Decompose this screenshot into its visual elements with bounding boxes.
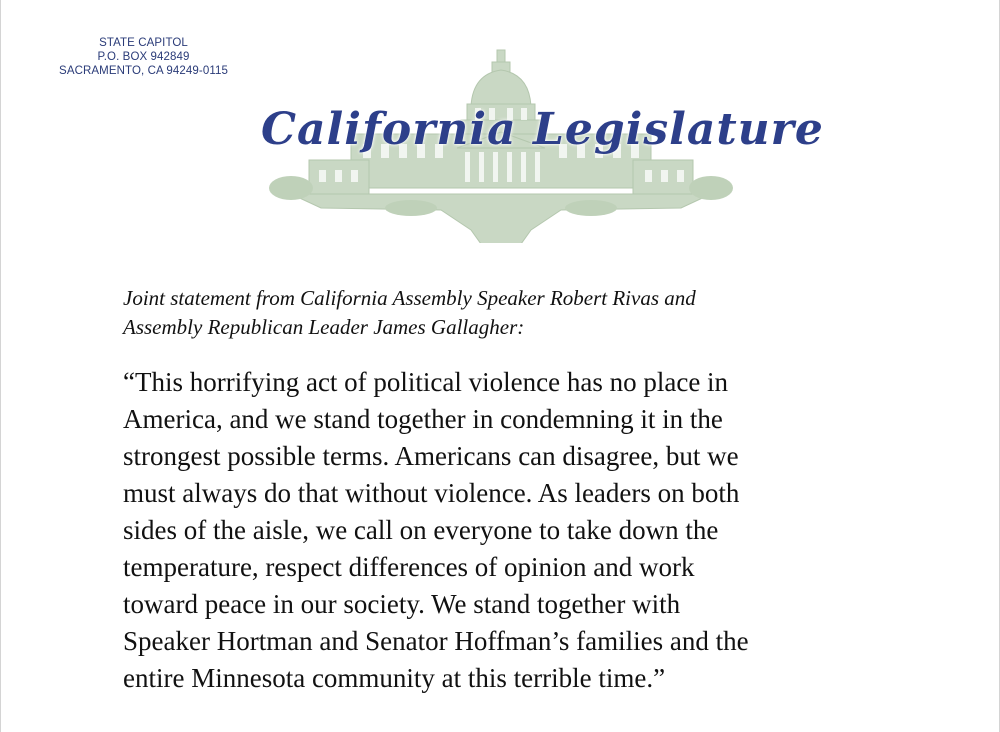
address-line: SACRAMENTO, CA 94249-0115: [59, 65, 228, 77]
statement-quote: [123, 364, 963, 697]
statement-line: sides of the aisle, we call on everyone to take down the: [123, 515, 719, 545]
letterhead: [261, 48, 824, 243]
statement-line: America, and we stand together in condemning it in the: [123, 404, 723, 434]
address-line: P.O. BOX 942849: [97, 51, 190, 63]
statement-line: temperature, respect differences of opinion and work: [123, 552, 695, 582]
address-line: STATE CAPITOL: [99, 37, 188, 49]
statement-line: entire Minnesota community at this terrible time.”: [123, 663, 666, 693]
statement-line: “This horrifying act of political violence has no place in: [123, 367, 729, 397]
statement-line: toward peace in our society. We stand together with: [123, 589, 681, 619]
intro-line: Joint statement from California Assembly Speaker Robert Rivas and: [123, 286, 696, 310]
legislature-title: California Legislature: [261, 104, 824, 155]
statement-line: Speaker Hortman and Senator Hoffman’s families and the: [123, 626, 749, 656]
return-address: [41, 36, 246, 78]
statement-line: strongest possible terms. Americans can disagree, but we: [123, 441, 739, 471]
statement-line: must always do that without violence. As leaders on both: [123, 478, 740, 508]
statement-intro: [123, 284, 923, 342]
intro-line: Assembly Republican Leader James Gallagher:: [123, 315, 525, 339]
